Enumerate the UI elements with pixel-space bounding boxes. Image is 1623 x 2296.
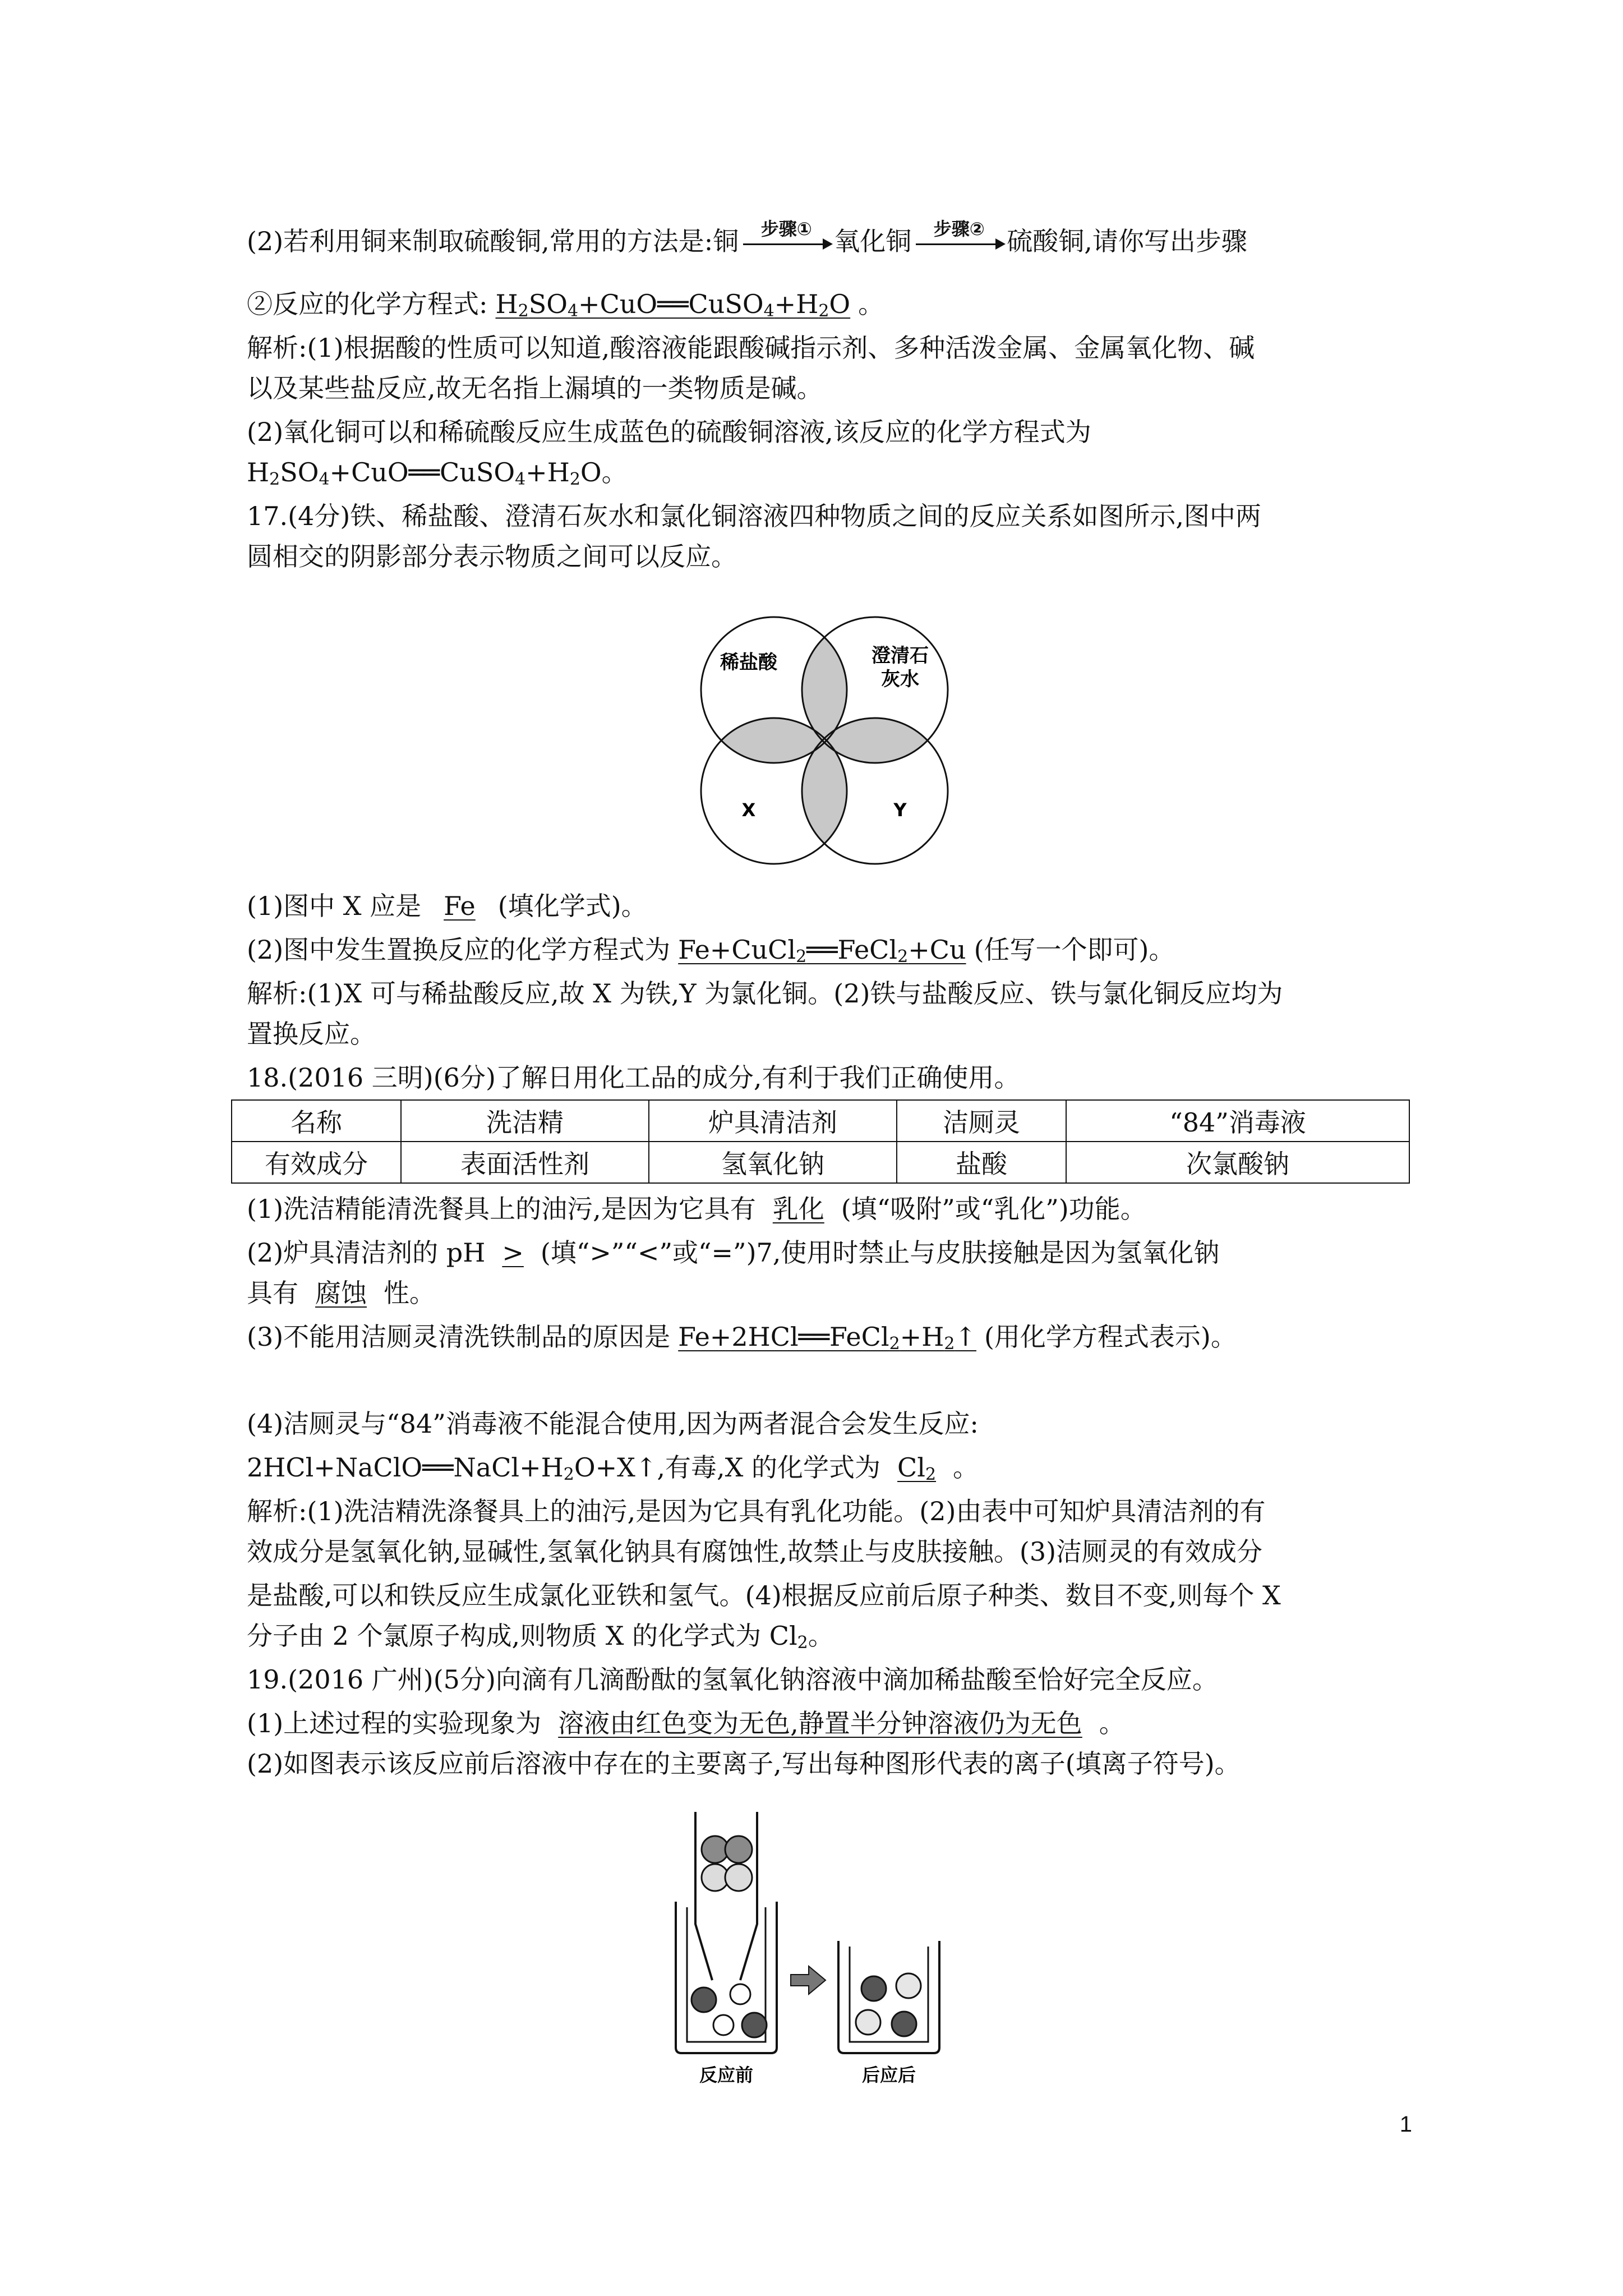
q18-answer-4-stem: (4)洁厕灵与“84”消毒液不能混合使用,因为两者混合会发生反应: bbox=[247, 1409, 979, 1439]
q16-answer: $H_2SO_4+CuO══CuSO_4+H_2O$ bbox=[495, 289, 851, 321]
ion-light bbox=[725, 1864, 752, 1891]
ion-light bbox=[896, 1973, 921, 1998]
label-x: X bbox=[741, 799, 756, 821]
q18-answer-4: $2HCl+NaClO══NaCl+H_2O+X↑$,有毒,X 的化学式为 $Cl_2$ 。 bbox=[247, 1452, 979, 1484]
reaction-diagram bbox=[662, 1795, 998, 2092]
q18-analysis-2: 效成分是氢氧化钠,显碱性,氢氧化钠具有腐蚀性,故禁止与皮肤接触。(3)洁厕灵的有效成分 bbox=[247, 1536, 1263, 1567]
table-row: 有效成分 表面活性剂 氢氧化钠 盐酸 次氯酸钠 bbox=[232, 1142, 1409, 1183]
q18-answer-3: (3)不能用洁厕灵清洗铁制品的原因是 $Fe+2HCl══FeCl_2+H_2↑$ (用化学方程式表示)。 bbox=[247, 1322, 1237, 1354]
ion-white bbox=[713, 2015, 734, 2035]
q18-analysis-3: 是盐酸,可以和铁反应生成氯化亚铁和氢气。(4)根据反应前后原子种类、数目不变,则每个 X bbox=[247, 1580, 1281, 1611]
q17-stem-1: 17.(4分)铁、稀盐酸、澄清石灰水和氯化铜溶液四种物质之间的反应关系如图所示,图中两 bbox=[247, 501, 1261, 531]
ion-dark bbox=[861, 1976, 886, 2001]
label-before: 反应前 bbox=[699, 2064, 754, 2086]
q17-answer-2: (2)图中发生置换反应的化学方程式为 Fe+CuCl$_2$══FeCl$_2$+Cu (任写一个即可)。 bbox=[247, 935, 1175, 967]
q17-analysis-2: 置换反应。 bbox=[247, 1019, 376, 1049]
ion-white bbox=[730, 1984, 750, 2004]
q19-stem: 19.(2016 广州)(5分)向滴有几滴酚酞的氢氧化钠溶液中滴加稀盐酸至恰好完全反应。 bbox=[247, 1664, 1218, 1695]
label-limewater-2: 灰水 bbox=[881, 668, 919, 691]
q18-answer-2: (2)炉具清洁剂的 pH > (填“>”“<”或“=”)7,使用时禁止与皮肤接触是因为氢氧化钠 bbox=[247, 1237, 1220, 1268]
page-number: 1 bbox=[1399, 2112, 1412, 2137]
q17-answer-1: (1)图中 X 应是 Fe (填化学式)。 bbox=[247, 891, 647, 921]
q18-answer-1: (1)洗洁精能清洗餐具上的油污,是因为它具有 乳化 (填“吸附”或“乳化”)功能。 bbox=[247, 1194, 1146, 1224]
beaker-after-icon bbox=[838, 1941, 939, 2053]
ion-light bbox=[856, 2010, 880, 2035]
step2-arrow-icon: 步骤② bbox=[911, 224, 1007, 258]
q16-equation: $H_2SO_4+CuO══CuSO_4+H_2O$。 bbox=[247, 457, 628, 489]
q18-analysis-4: 分子由 2 个氯原子构成,则物质 X 的化学式为 $Cl_2$。 bbox=[247, 1621, 834, 1653]
ion-dark bbox=[691, 1987, 716, 2012]
q17-analysis-1: 解析:(1)X 可与稀盐酸反应,故 X 为铁,Y 为氯化铜。(2)铁与盐酸反应、铁与氯化铜反应均为 bbox=[247, 978, 1283, 1009]
q18-answer-cl2: $Cl_2$ bbox=[897, 1452, 937, 1484]
q18-answer-2b: 具有 腐蚀 性。 bbox=[247, 1278, 435, 1308]
label-after: 后应后 bbox=[861, 2064, 916, 2086]
reaction-arrow-icon bbox=[791, 1966, 826, 1994]
ion-dark bbox=[892, 2012, 916, 2036]
q18-stem: 18.(2016 三明)(6分)了解日用化工品的成分,有利于我们正确使用。 bbox=[247, 1062, 1020, 1093]
q18-analysis-1: 解析:(1)洗洁精洗涤餐具上的油污,是因为它具有乳化功能。(2)由表中可知炉具清洁剂的有 bbox=[247, 1496, 1266, 1526]
q16-analysis-3: (2)氧化铜可以和稀硫酸反应生成蓝色的硫酸铜溶液,该反应的化学方程式为 bbox=[247, 417, 1091, 447]
label-dilute-hcl: 稀盐酸 bbox=[720, 651, 777, 674]
venn-diagram bbox=[673, 606, 976, 886]
q19-answer-1: (1)上述过程的实验现象为 溶液由红色变为无色,静置半分钟溶液仍为无色 。 bbox=[247, 1708, 1125, 1738]
ion-dark bbox=[742, 2013, 767, 2037]
q16-analysis-1: 解析:(1)根据酸的性质可以知道,酸溶液能跟酸碱指示剂、多种活泼金属、金属氧化物、碱 bbox=[247, 333, 1255, 363]
q19-answer-2: (2)如图表示该反应前后溶液中存在的主要离子,写出每种图形代表的离子(填离子符号)。 bbox=[247, 1749, 1241, 1779]
ingredients-table bbox=[231, 1099, 1410, 1184]
table-row: 名称 洗洁精 炉具清洁剂 洁厕灵 “84”消毒液 bbox=[232, 1100, 1409, 1142]
q16-line1: (2)若利用铜来制取硫酸铜,常用的方法是:铜 步骤① 氧化铜 步骤② 硫酸铜,请你写出步骤 bbox=[247, 224, 1247, 258]
ion-dark bbox=[725, 1836, 752, 1863]
q16-line2: ②反应的化学方程式: $H_2SO_4+CuO══CuSO_4+H_2O$ 。 bbox=[247, 289, 884, 321]
label-limewater-1: 澄清石 bbox=[872, 645, 929, 667]
step1-arrow-icon: 步骤① bbox=[739, 224, 834, 258]
dropper-icon bbox=[695, 1812, 757, 1980]
label-y: Y bbox=[893, 799, 907, 821]
q16-analysis-2: 以及某些盐反应,故无名指上漏填的一类物质是碱。 bbox=[247, 373, 823, 403]
q17-equation: Fe+CuCl$_2$══FeCl$_2$+Cu bbox=[678, 935, 966, 967]
q17-stem-2: 圆相交的阴影部分表示物质之间可以反应。 bbox=[247, 541, 737, 572]
q18-equation-4: $2HCl+NaClO══NaCl+H_2O+X↑$ bbox=[247, 1452, 657, 1484]
q18-equation-3: $Fe+2HCl══FeCl_2+H_2↑$ bbox=[678, 1322, 976, 1354]
